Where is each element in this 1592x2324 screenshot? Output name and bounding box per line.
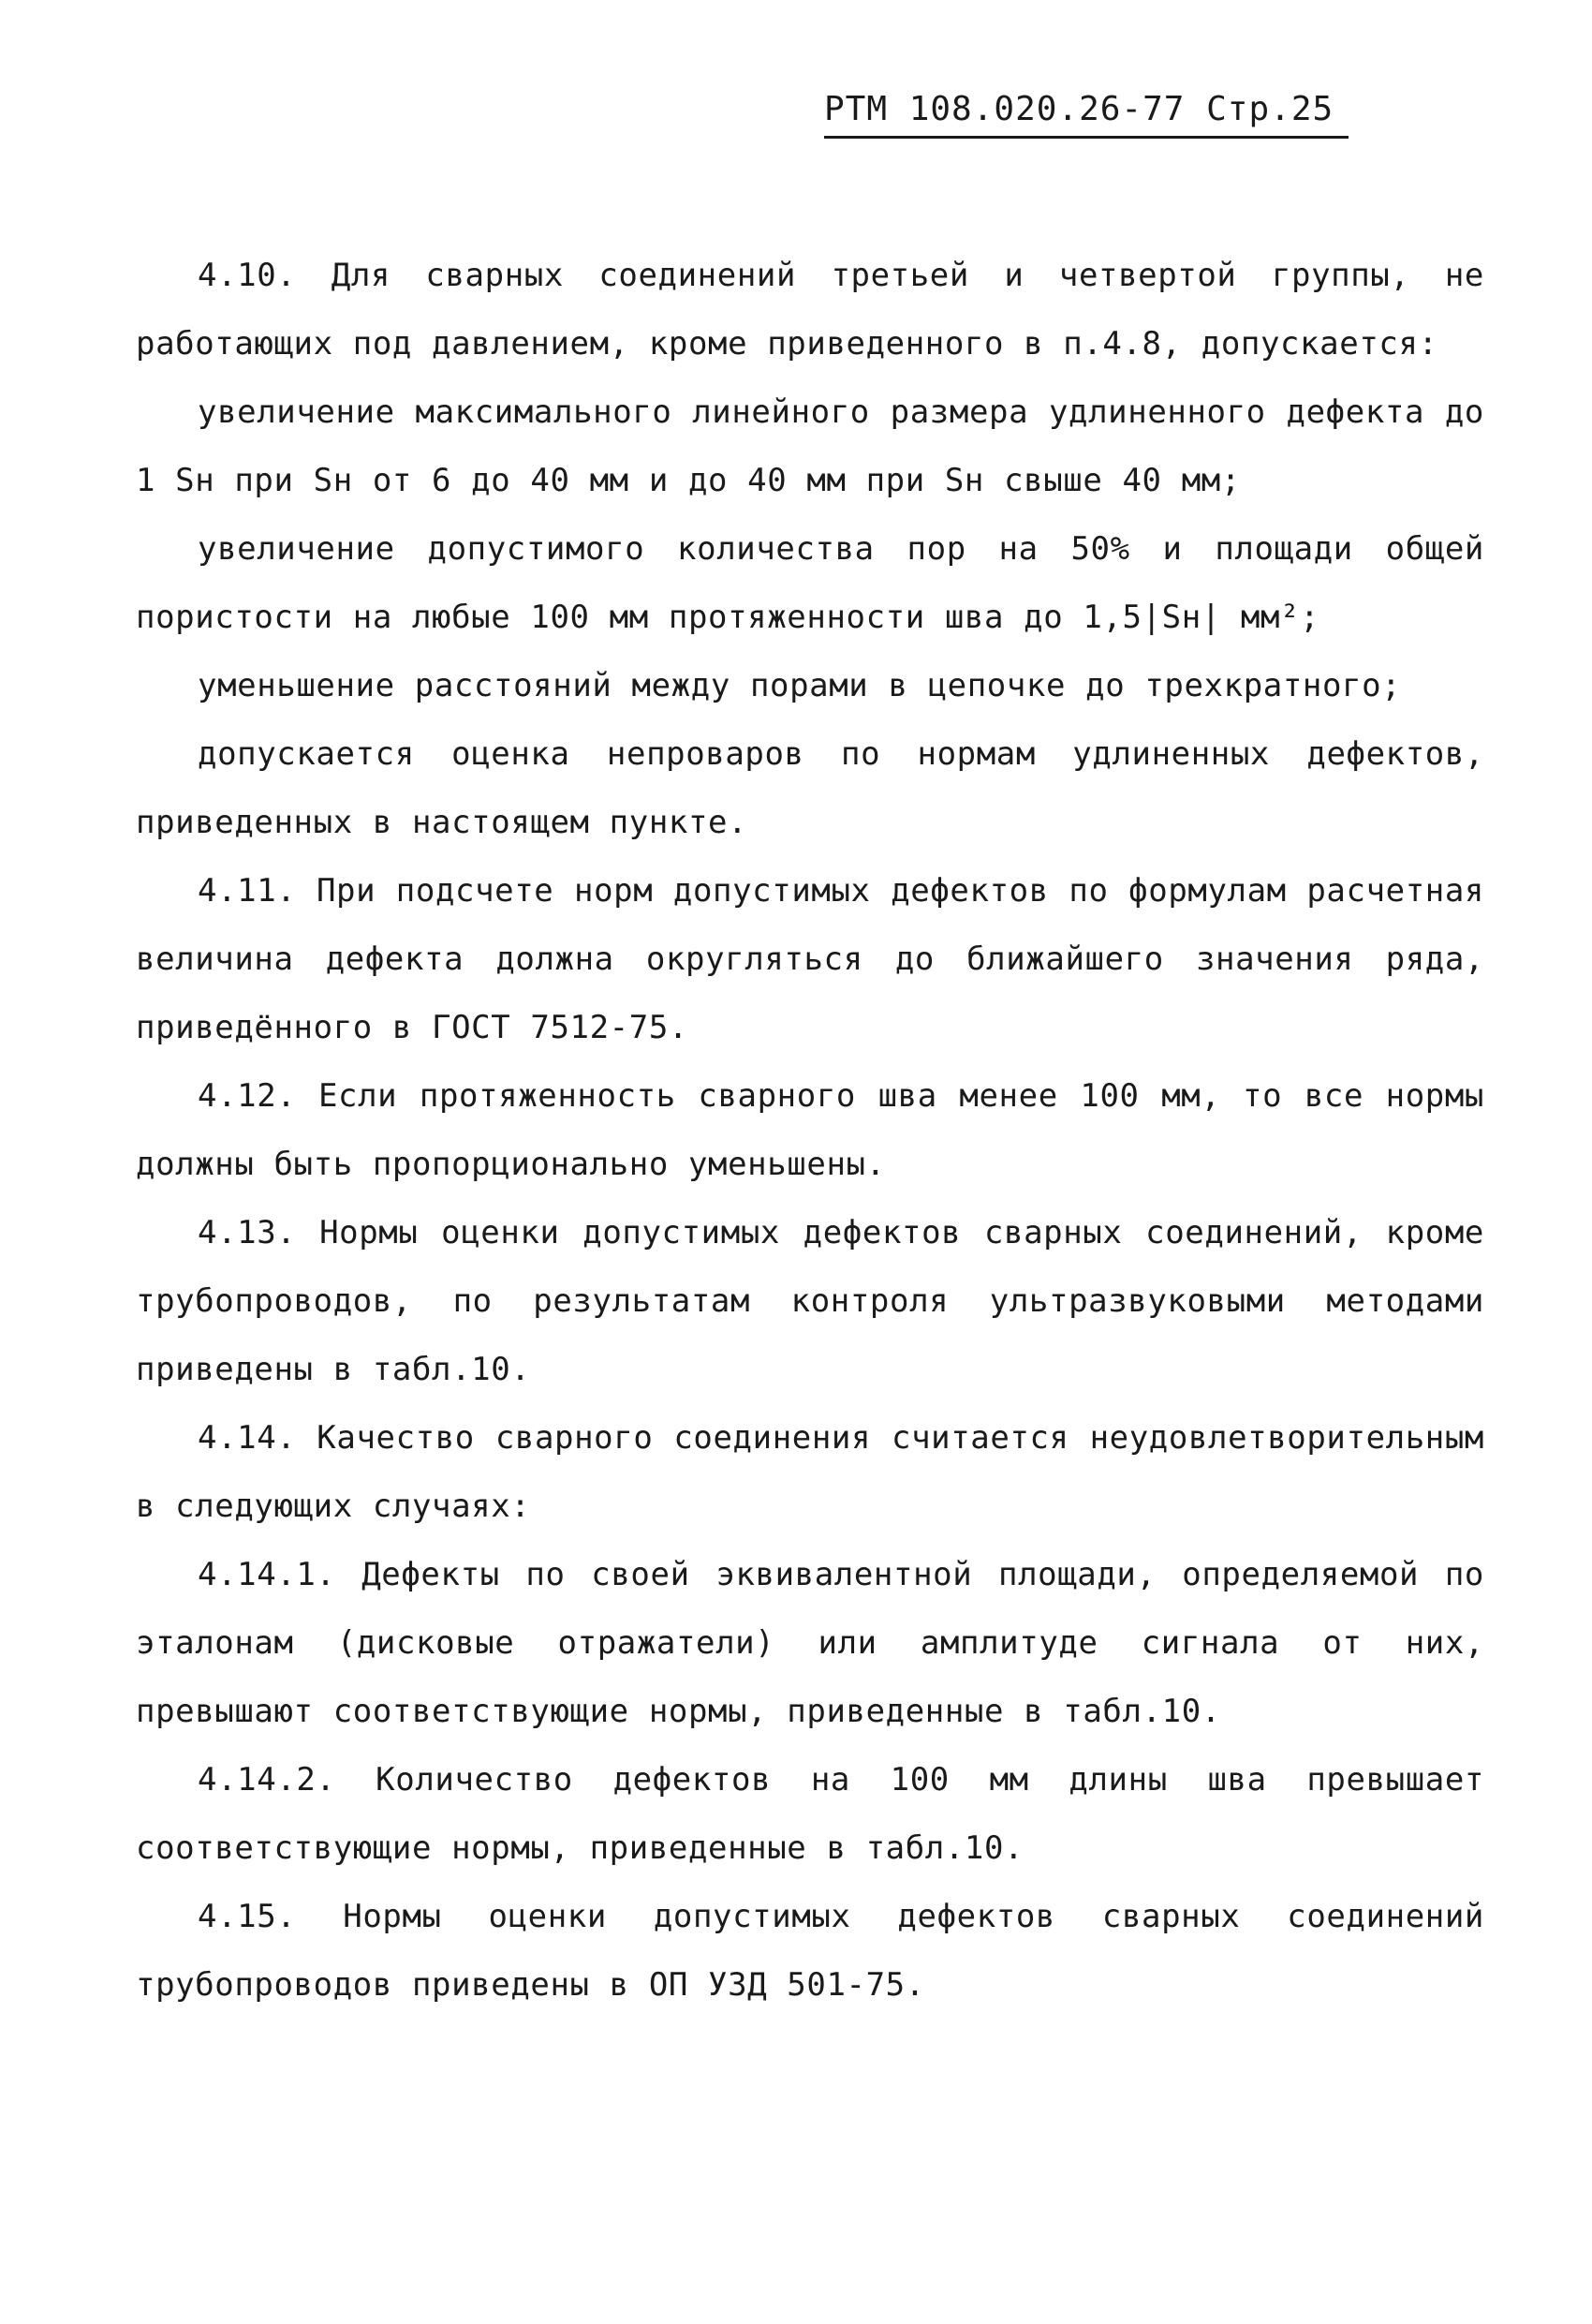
paragraph-4-14: 4.14. Качество сварного соединения считается неудовлетворительным в следующих случаях: (136, 1419, 1484, 1525)
paragraph-4-14-2: 4.14.2. Количество дефектов на 100 мм длины шва превышает соответствующие нормы, приведенные в табл.10. (136, 1761, 1484, 1867)
paragraph-4-13: 4.13. Нормы оценки допустимых дефектов сварных соединений, кроме трубопроводов, по результатам контроля ультразвуковыми методами приведены в табл.10. (136, 1214, 1484, 1388)
paragraph-4-10-intro: 4.10. Для сварных соединений третьей и четвертой группы, не работающих под давлением, кроме приведенного в п.4.8, допускается: (136, 257, 1484, 363)
paragraph-4-15: 4.15. Нормы оценки допустимых дефектов сварных соединений трубопроводов приведены в ОП УЗД 501-75. (136, 1898, 1484, 2004)
paragraph-4-10-b: увеличение допустимого количества пор на 50% и площади общей пористости на любые 100 мм протяженности шва до 1,5|Sн| мм²; (136, 530, 1484, 636)
paragraph-4-10-a: увеличение максимального линейного размера удлиненного дефекта до 1 Sн при Sн от 6 до 40 мм и до 40 мм при Sн свыше 40 мм; (136, 393, 1484, 499)
paragraph-4-10-c: уменьшение расстояний между порами в цепочке до трехкратного; (198, 667, 1402, 704)
paragraph-4-12: 4.12. Если протяженность сварного шва менее 100 мм, то все нормы должны быть пропорционально уменьшены. (136, 1077, 1484, 1183)
paragraph-4-11: 4.11. При подсчете норм допустимых дефектов по формулам расчетная величина дефекта должна округляться до ближайшего значения ряда, приведённого в ГОСТ 7512-75. (136, 872, 1484, 1046)
page-header: РТМ 108.020.26-77 Стр.25 (824, 90, 1349, 139)
document-body (136, 242, 1484, 2020)
paragraph-4-14-1: 4.14.1. Дефекты по своей эквивалентной площади, определяемой по эталонам (дисковые отражатели) или амплитуде сигнала от них, превышают соответствующие нормы, приведенные в табл.10. (136, 1556, 1484, 1730)
paragraph-4-10-d: допускается оценка непроваров по нормам удлиненных дефектов, приведенных в настоящем пункте. (136, 735, 1484, 841)
